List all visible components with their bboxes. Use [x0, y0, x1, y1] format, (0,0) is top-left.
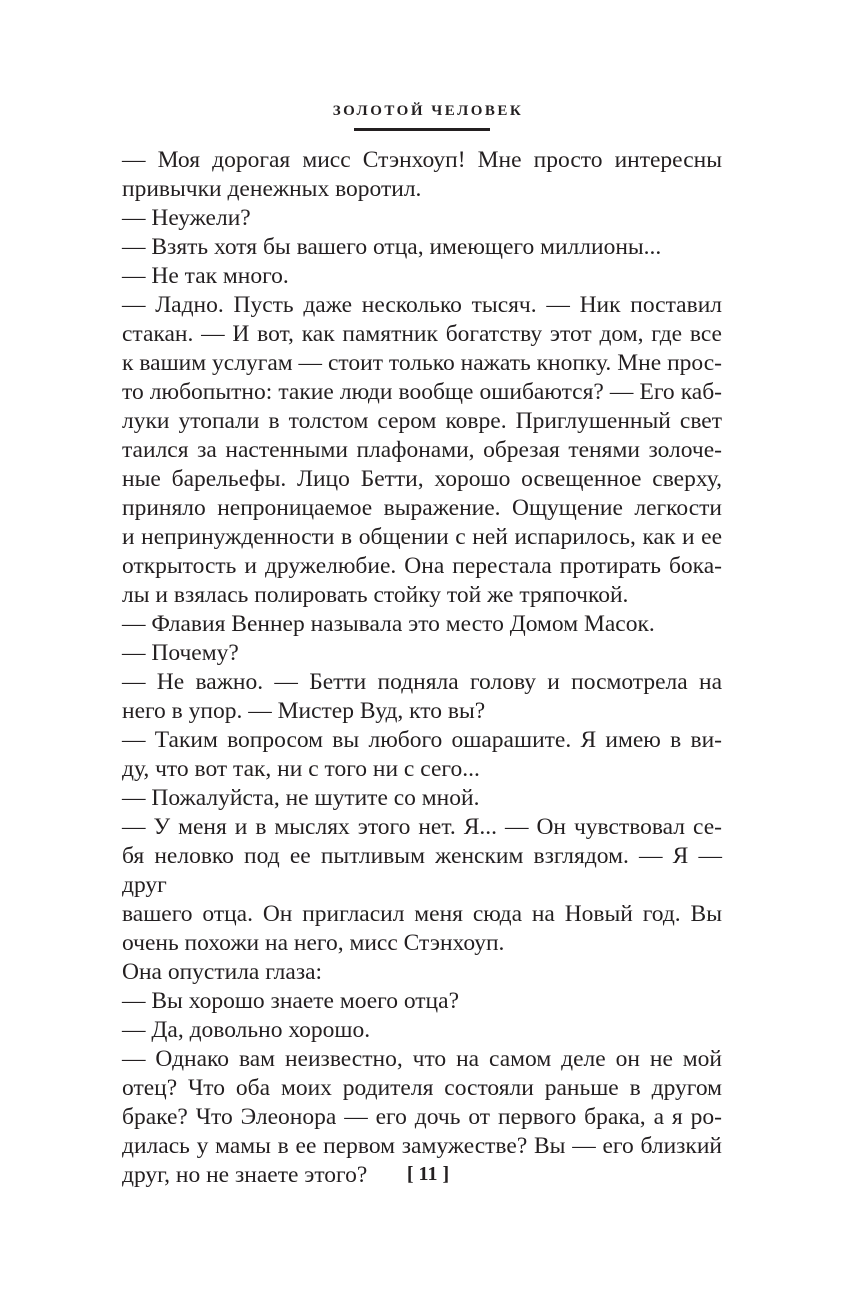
text-line: и непринужденности в общении с ней испарилось, как и ее [122, 524, 722, 550]
text-line: бя неловко под ее пытливым женским взглядом. — Я — друг [122, 843, 722, 898]
text-line: браке? Что Элеонора — его дочь от первого брака, а я ро- [122, 1104, 722, 1130]
text-line: — Не важно. — Бетти подняла голову и посмотрела на [122, 669, 722, 695]
text-line: то любопытно: такие люди вообще ошибаются? — Его каб- [122, 379, 722, 405]
text-line: — Неужели? [122, 205, 251, 231]
text-line: — Флавия Веннер называла это место Домом Масок. [122, 611, 655, 637]
text-line: — Однако вам неизвестно, что на самом деле он не мой [122, 1046, 722, 1072]
text-line: лы и взялась полировать стойку той же тряпочкой. [122, 582, 629, 608]
text-line: — Пожалуйста, не шутите со мной. [122, 785, 480, 811]
text-line: — Моя дорогая мисс Стэнхоуп! Мне просто интересны [122, 147, 722, 173]
running-head-rule [354, 128, 490, 131]
text-line: дилась у мамы в ее первом замужестве? Вы — его близкий [122, 1133, 722, 1159]
text-line: — Вы хорошо знаете моего отца? [122, 988, 459, 1014]
text-line: ду, что вот так, ни с того ни с сего... [122, 756, 480, 782]
text-line: открытость и дружелюбие. Она перестала протирать бока- [122, 553, 722, 579]
text-line: Она опустила глаза: [122, 959, 323, 985]
body-text [122, 146, 722, 1190]
text-line: очень похожи на него, мисс Стэнхоуп. [122, 930, 505, 956]
text-line: к вашим услугам — стоит только нажать кнопку. Мне прос- [122, 350, 722, 376]
text-line: приняло непроницаемое выражение. Ощущение легкости [122, 495, 722, 521]
text-line: — Ладно. Пусть даже несколько тысяч. — Ник поставил [122, 292, 722, 318]
text-line: — Таким вопросом вы любого ошарашите. Я имею в ви- [122, 727, 722, 753]
text-line: отец? Что оба моих родителя состояли раньше в другом [122, 1075, 722, 1101]
text-line: стакан. — И вот, как памятник богатству этот дом, где все [122, 321, 722, 347]
text-line: — Взять хотя бы вашего отца, имеющего миллионы... [122, 234, 662, 260]
text-line: привычки денежных воротил. [122, 176, 422, 202]
running-head: ЗОЛОТОЙ ЧЕЛОВЕК [332, 103, 524, 119]
page-number: [ 11 ] [406, 1163, 450, 1185]
text-line: него в упор. — Мистер Вуд, кто вы? [122, 698, 486, 724]
text-line: — Да, довольно хорошо. [122, 1017, 371, 1043]
text-line: — У меня и в мыслях этого нет. Я... — Он чувствовал се- [122, 814, 722, 840]
text-line: — Почему? [122, 640, 239, 666]
text-line: друг, но не знаете этого? [122, 1162, 368, 1188]
text-line: вашего отца. Он пригласил меня сюда на Новый год. Вы [122, 901, 722, 927]
text-line: ные барельефы. Лицо Бетти, хорошо освещенное сверху, [122, 466, 722, 492]
text-line: луки утопали в толстом сером ковре. Приглушенный свет [122, 408, 722, 434]
text-line: таился за настенными плафонами, обрезая тенями золоче- [122, 437, 722, 463]
text-line: — Не так много. [122, 263, 289, 289]
